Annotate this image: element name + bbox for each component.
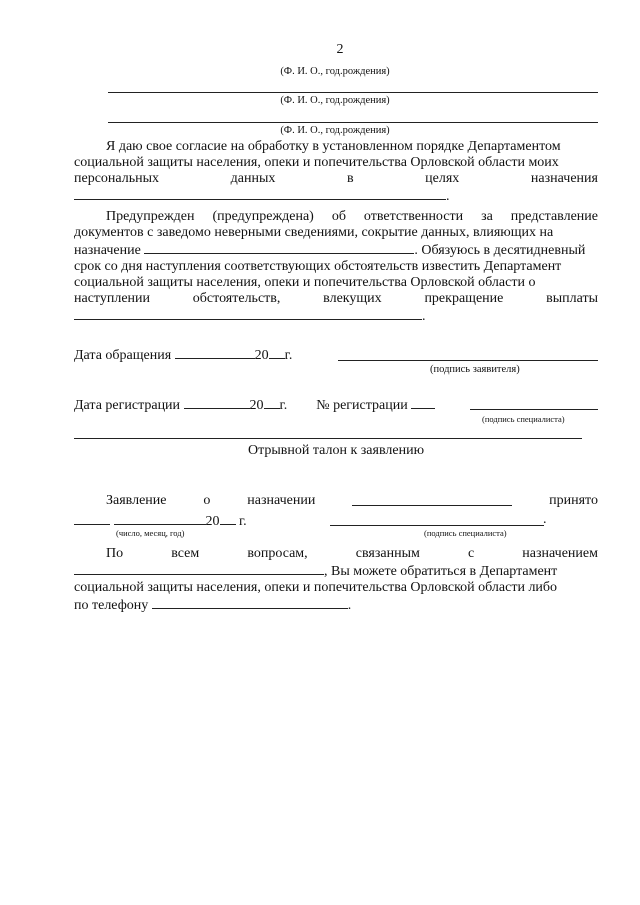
contact-line-3: социальной защиты населения, опеки и попечительства Орловской области либо	[74, 580, 558, 595]
warning-line-4: срок со дня наступления соответствующих обстоятельств известить Департамент	[74, 259, 562, 274]
year-field	[269, 346, 285, 359]
coupon-date-caption: (число, месяц, год)	[116, 528, 185, 538]
contact-benefit-field	[74, 562, 324, 575]
warning-line-6	[74, 291, 598, 307]
word: наступлении	[74, 291, 151, 306]
word: в	[346, 171, 354, 186]
warning-line-3-start: назначение	[74, 243, 141, 258]
coupon-block	[74, 493, 598, 509]
warning-line-2: документов с заведомо неверными сведениями, сокрытие данных, влияющих на	[74, 225, 554, 240]
page-number: 2	[336, 42, 344, 57]
warning-line-7	[74, 307, 598, 325]
contact-line-1	[74, 546, 598, 562]
benefit-field	[144, 241, 414, 254]
word: ответственности	[363, 209, 464, 224]
word: прекращение	[424, 291, 504, 306]
applicant-signature-line	[338, 360, 598, 361]
dot: .	[446, 189, 450, 204]
coupon-month-field	[114, 512, 206, 525]
consent-line-2: социальной защиты населения, опеки и попечительства Орловской области моих	[74, 155, 559, 170]
contact-paragraph	[74, 546, 598, 614]
contact-line-2	[74, 562, 598, 580]
consent-paragraph	[74, 139, 598, 205]
word: с	[467, 546, 475, 561]
warning-line-3-end: . Обязуюсь в десятидневный	[414, 243, 586, 258]
coupon-line-1	[74, 493, 598, 509]
word: принято	[549, 493, 598, 508]
specialist-signature-line	[470, 409, 598, 410]
consent-line-3	[74, 171, 598, 187]
warning-line-1	[74, 209, 598, 225]
word: По	[106, 546, 124, 561]
registration-number-field	[411, 396, 435, 409]
coupon-title: Отрывной талон к заявлению	[247, 443, 425, 458]
word: связанным	[355, 546, 420, 561]
specialist-signature-caption: (подпись специалиста)	[482, 414, 565, 424]
phone-field	[152, 596, 348, 609]
year-prefix: 20	[249, 398, 264, 413]
word: выплаты	[546, 291, 598, 306]
consent-line-4	[74, 187, 598, 205]
year-suffix: г.	[284, 348, 293, 363]
word: назначении	[247, 493, 316, 508]
word: за	[481, 209, 493, 224]
cut-line	[74, 438, 582, 439]
word: Предупрежден	[106, 209, 195, 224]
word: обстоятельств,	[192, 291, 281, 306]
contact-line-2-end: , Вы можете обратиться в Департамент	[324, 564, 558, 579]
year-prefix: 20	[205, 514, 220, 529]
termination-field	[74, 307, 422, 320]
applicant-signature-caption: (подпись заявителя)	[430, 364, 520, 375]
year-prefix: 20	[254, 348, 269, 363]
appeal-date-field	[175, 346, 255, 359]
coupon-signature-caption: (подпись специалиста)	[424, 528, 507, 538]
coupon-day-field	[74, 512, 110, 525]
purpose-field	[74, 187, 446, 200]
coupon-signature-line	[330, 525, 544, 526]
word: назначения	[530, 171, 598, 186]
registration-date-label: Дата регистрации	[74, 398, 181, 413]
registration-number-label: № регистрации	[316, 398, 408, 413]
year-suffix: г.	[279, 398, 288, 413]
word: персональных	[74, 171, 160, 186]
word: Заявление	[106, 493, 167, 508]
word: о	[203, 493, 211, 508]
appeal-date-row	[74, 346, 292, 364]
dot: .	[422, 309, 426, 324]
coupon-benefit-field	[352, 493, 512, 506]
contact-line-4	[74, 596, 598, 614]
registration-row	[74, 396, 435, 414]
word: всем	[171, 546, 200, 561]
word: вопросам,	[247, 546, 308, 561]
warning-line-3	[74, 241, 598, 259]
year-field	[220, 512, 236, 525]
word: данных	[230, 171, 276, 186]
word: назначением	[522, 546, 598, 561]
word: (предупреждена)	[212, 209, 314, 224]
word: об	[331, 209, 346, 224]
dot: .	[543, 512, 547, 527]
warning-paragraph	[74, 209, 598, 325]
year-suffix: г.	[239, 514, 247, 529]
fio-caption-3: (Ф. И. О., год.рождения)	[280, 125, 390, 136]
consent-line-1: Я даю свое согласие на обработку в установленном порядке Департаментом	[106, 139, 561, 154]
dot: .	[347, 598, 352, 613]
phone-label: по телефону	[74, 598, 149, 613]
word: представление	[510, 209, 598, 224]
word: влекущих	[323, 291, 382, 306]
fio-caption-2: (Ф. И. О., год.рождения)	[280, 95, 390, 106]
fio-line-3	[108, 122, 598, 123]
fio-caption-1: (Ф. И. О., год.рождения)	[280, 66, 390, 77]
registration-date-field	[184, 396, 250, 409]
fio-line-2	[108, 92, 598, 93]
warning-line-5: социальной защиты населения, опеки и попечительства Орловской области о	[74, 275, 536, 290]
year-field	[264, 396, 280, 409]
appeal-date-label: Дата обращения	[74, 348, 172, 363]
word: целях	[425, 171, 460, 186]
